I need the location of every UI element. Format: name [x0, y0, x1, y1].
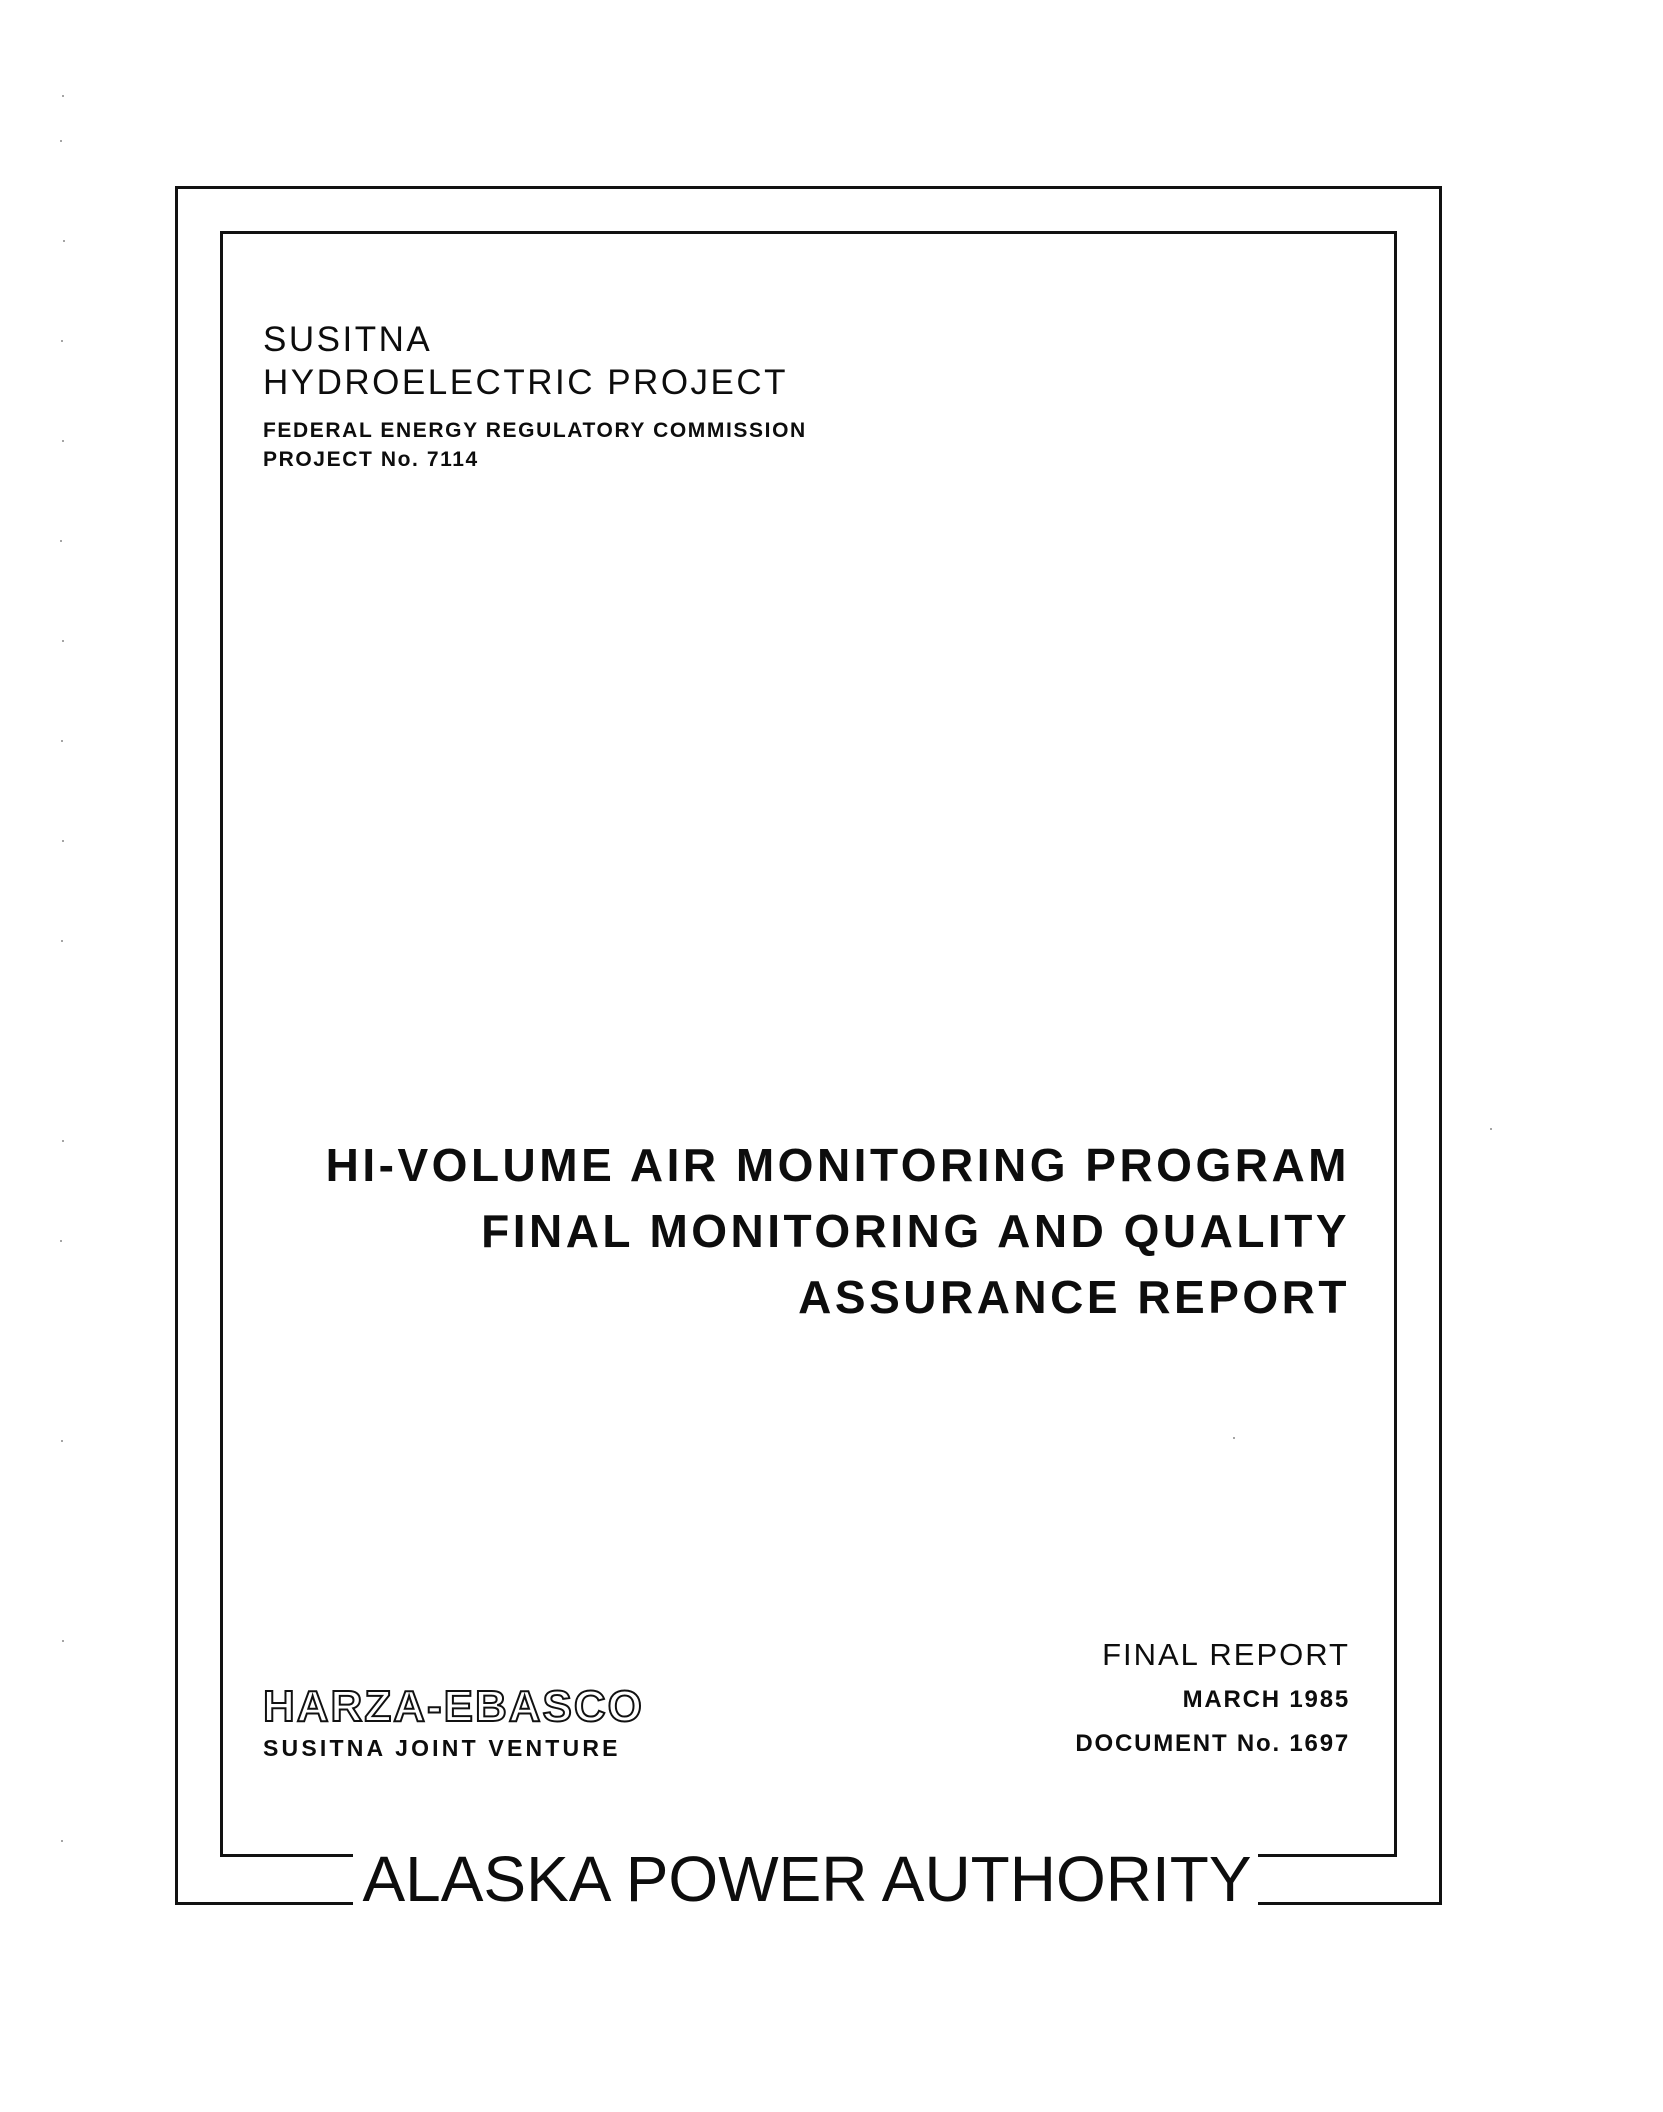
outer-frame-bottom-right — [1258, 1902, 1442, 1905]
scan-speck — [1490, 1128, 1492, 1130]
project-number: PROJECT No. 7114 — [263, 448, 479, 471]
project-name-line2: HYDROELECTRIC PROJECT — [263, 363, 789, 402]
inner-frame-bottom-left — [220, 1854, 353, 1857]
report-title-line1: HI-VOLUME AIR MONITORING PROGRAM — [325, 1139, 1350, 1191]
inner-frame-top — [220, 231, 1397, 234]
report-title-line3: ASSURANCE REPORT — [798, 1271, 1350, 1323]
harza-ebasco-logo: HARZA-EBASCO — [263, 1682, 644, 1731]
scan-speck — [60, 140, 62, 142]
outer-frame-left — [175, 186, 178, 1905]
scan-speck — [61, 940, 63, 942]
outer-frame-right — [1439, 186, 1442, 1905]
joint-venture-block — [263, 1683, 644, 1765]
scan-speck — [61, 340, 63, 342]
scan-speck — [60, 540, 62, 542]
scan-speck — [62, 95, 64, 97]
outer-frame-top — [175, 186, 1442, 189]
report-info — [1075, 1632, 1350, 1766]
project-name-line1: SUSITNA — [263, 320, 433, 359]
scan-speck — [60, 1240, 62, 1242]
inner-frame-left — [220, 231, 223, 1857]
authority-name: ALASKA POWER AUTHORITY — [362, 1843, 1252, 1915]
scan-speck — [62, 840, 64, 842]
inner-frame-bottom-right — [1258, 1854, 1397, 1857]
report-date: MARCH 1985 — [1182, 1686, 1350, 1713]
report-title-line2: FINAL MONITORING AND QUALITY — [481, 1205, 1350, 1257]
scan-speck — [61, 740, 63, 742]
scan-speck — [62, 440, 64, 442]
joint-venture-name: SUSITNA JOINT VENTURE — [263, 1735, 621, 1761]
scan-speck — [62, 1640, 64, 1642]
outer-frame-bottom-left — [175, 1902, 353, 1905]
commission-name: FEDERAL ENERGY REGULATORY COMMISSION — [263, 419, 807, 442]
document-number: DOCUMENT No. 1697 — [1075, 1730, 1350, 1757]
scan-speck — [61, 1440, 63, 1442]
project-header — [263, 318, 807, 474]
inner-frame-right — [1394, 231, 1397, 1857]
report-title — [326, 1132, 1350, 1330]
scan-speck — [1233, 1437, 1235, 1439]
report-type: FINAL REPORT — [1102, 1637, 1350, 1672]
scan-speck — [62, 1140, 64, 1142]
scan-speck — [63, 240, 65, 242]
scan-speck — [62, 640, 64, 642]
scan-speck — [61, 1840, 63, 1842]
